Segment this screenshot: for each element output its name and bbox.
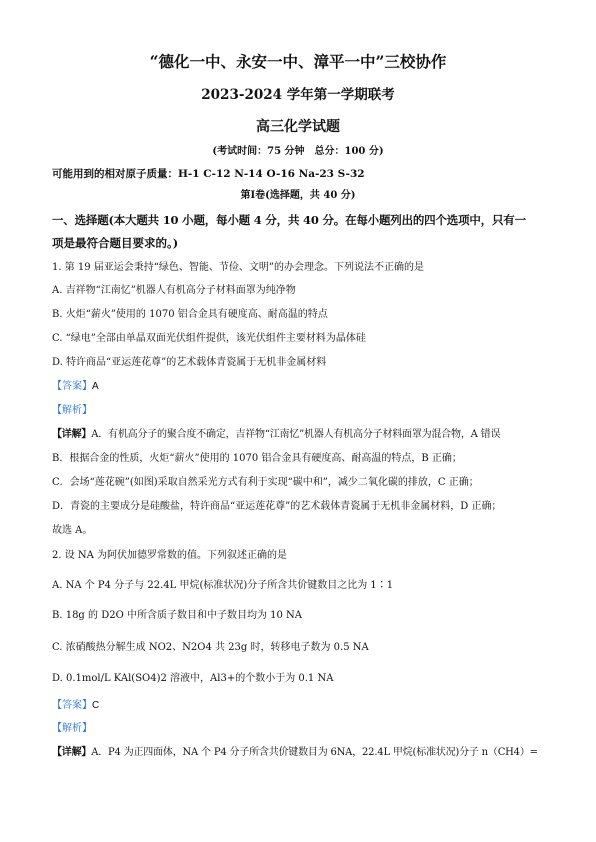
q1-stem: 1. 第 19 届亚运会秉持“绿色、智能、节俭、文明”的办会理念。下列说法不正确的是: [52, 262, 425, 273]
q2-stem: 2. 设 NA 为阿伏加德罗常数的值。下列叙述正确的是: [52, 550, 288, 561]
detail-text: A．P4 为正四面体，NA 个 P4 分子所含共价键数目为 6NA，22.4L 甲烷(标准状况)分子 n（CH4）=: [91, 747, 538, 758]
q2-option-a: A. NA 个 P4 分子与 22.4L 甲烷(标准状况)分子所含共价键数目之比为 1∶1: [52, 580, 394, 591]
section-heading-line2: 项是最符合题目要求的。): [52, 236, 179, 250]
analysis-tag: 【解析】: [52, 405, 92, 416]
q1-detail-line4: D．青瓷的主要成分是硅酸盐，特许商品“亚运莲花尊”的艺术载体青瓷属于无机非金属材料，D 正确；: [52, 501, 502, 512]
answer-value: A: [92, 381, 99, 392]
title-schools: “德化一中、永安一中、漳平一中”三校协作: [149, 52, 447, 71]
q2-option-d: D. 0.1mol/L KAl(SO4)2 溶液中，Al3+的个数小于为 0.1 NA: [52, 673, 334, 684]
q1-detail-line2: B．根据合金的性质，火炬“薪火”使用的 1070 铝合金具有硬度高、耐高温的特点，B 正确；: [52, 453, 462, 464]
detail-text: A．有机高分子的聚合度不确定，吉祥物“江南忆”机器人有机高分子材料面罩为混合物，A 错误: [91, 429, 501, 440]
q1-option-b: B. 火炬“薪火”使用的 1070 铝合金具有硬度高、耐高温的特点: [52, 309, 328, 320]
q2-option-b: B. 18g 的 D2O 中所含质子数目和中子数目均为 10 NA: [52, 610, 302, 621]
atomic-masses: 可能用到的相对原子质量：H-1 C-12 N-14 O-16 Na-23 S-32: [52, 168, 365, 180]
q1-option-c: C. “绿电”全部由单晶双面光伏组件提供，该光伏组件主要材料为晶体硅: [52, 333, 366, 344]
q2-answer: [52, 699, 552, 713]
section-heading-line1: 一、选择题(本大题共 10 小题，每小题 4 分，共 40 分。在每小题列出的四个选项中，只有一: [52, 213, 526, 227]
q1-detail-line1: [52, 428, 552, 442]
answer-tag: 【答案】: [52, 700, 92, 711]
answer-value: C: [92, 700, 100, 711]
q2-option-c: C. 浓硝酸热分解生成 NO2、N2O4 共 23g 时，转移电子数为 0.5 NA: [52, 642, 369, 653]
analysis-tag: 【解析】: [52, 723, 92, 734]
volume-title: 第Ⅰ卷(选择题，共 40 分): [240, 190, 356, 201]
exam-time: (考试时间：75 分钟 总分：100 分): [212, 146, 384, 157]
q1-detail-line3: C．会场“莲花碗”(如图)采取自然采光方式有利于实现“碳中和”，减少二氧化碳的排放，C 正确；: [52, 477, 479, 488]
q1-option-a: A. 吉祥物“江南忆”机器人有机高分子材料面罩为纯净物: [52, 285, 296, 296]
detail-tag: 【详解】: [52, 747, 92, 758]
detail-tag: 【详解】: [52, 429, 92, 440]
answer-tag: 【答案】: [52, 381, 92, 392]
q1-answer: [52, 380, 552, 394]
title-exam: 2023-2024 学年第一学期联考: [201, 87, 395, 103]
q1-option-d: D. 特许商品“亚运莲花尊”的艺术载体青瓷属于无机非金属材料: [52, 357, 327, 368]
title-subject: 高三化学试题: [256, 119, 340, 135]
q2-detail-line1: [52, 746, 552, 760]
q1-detail-line5: 故选 A。: [52, 525, 93, 536]
q2-analysis: [52, 722, 552, 736]
q1-analysis: [52, 404, 552, 418]
